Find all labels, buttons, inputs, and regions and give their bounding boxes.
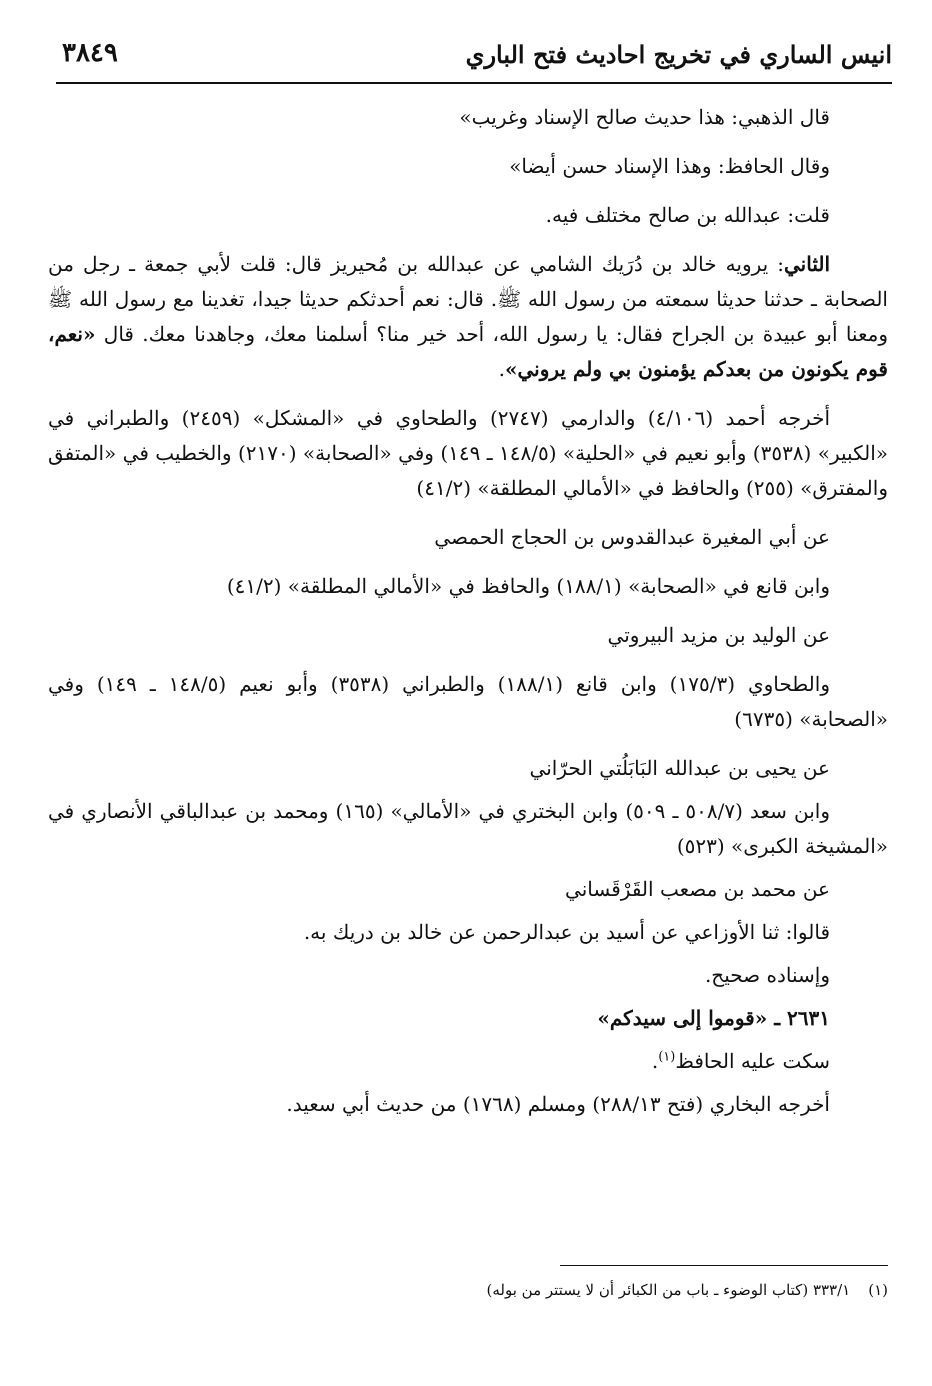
paragraph-chain-3: عن يحيى بن عبدالله البَابَلُتي الحرّاني [529, 756, 830, 780]
body-text [48, 100, 888, 1136]
second-narration-text: : يرويه خالد بن دُرَيك الشامي عن عبدالله بن مُحيريز قال: قلت لأبي جمعة ـ رجل من الصحابة ـ حدثنا حديثا سمعته من رسول الله ﷺ. قال: نعم أحدثكم حديثا جيدا، تغدينا مع رسول الله ﷺ ومعنا أبو عبيدة بن الجراح فقال: يا رسول الله، أحد خير منا؟ أسلمنا معك، وجاهدنا معك. قال [48, 252, 888, 346]
second-narration-end: . [498, 357, 505, 381]
footnote-reference: (١) [658, 1049, 676, 1065]
paragraph-dhahabi: قال الذهبي: هذا حديث صالح الإسناد وغريب» [459, 105, 830, 129]
footnote [48, 1278, 888, 1302]
paragraph-chain-2: عن الوليد بن مزيد البيروتي [607, 623, 830, 647]
paragraph-qalu: قالوا: ثنا الأوزاعي عن أسيد بن عبدالرحمن عن خالد بن دريك به. [303, 920, 830, 944]
paragraph-takhrij-1: أخرجه أحمد (٤/١٠٦) والدارمي (٢٧٤٧) والطحاوي في «المشكل» (٢٤٥٩) والطبراني في «الكبير» (٣٥٣٨) وأبو نعيم في «الحلية» (١٤٨/٥ ـ ١٤٩) وفي «الصحابة» (٢١٧٠) والخطيب في «المتفق والمفترق» (٢٥٥) والحافظ في «الأمالي المطلقة» (٤١/٢) [48, 406, 889, 500]
paragraph-chain-4: عن محمد بن مصعب القَرْقَساني [565, 877, 830, 901]
footnote-mark: (١) [868, 1281, 888, 1299]
paragraph-sakata [48, 1044, 888, 1079]
footnote-divider [560, 1265, 888, 1266]
footnote-text: ٣٣٣/١ (كتاب الوضوء ـ باب من الكبائر أن لا يستتر من بوله) [486, 1281, 851, 1299]
running-title: انيس الساري في تخريج احاديث فتح الباري [465, 40, 892, 69]
page-number: ٣٨٤٩ [62, 38, 118, 68]
paragraph-qultu: قلت: عبدالله بن صالح مختلف فيه. [545, 203, 830, 227]
second-label: الثاني [783, 252, 830, 276]
paragraph-takhrij-3: والطحاوي (١٧٥/٣) وابن قانع (١٨٨/١) والطبراني (٣٥٣٨) وأبو نعيم (١٤٨/٥ ـ ١٤٩) وفي «الصحابة» (٦٧٣٥) [48, 672, 888, 731]
hadith-heading: ٢٦٣١ ـ «قوموا إلى سيدكم» [597, 1006, 830, 1030]
sakata-text: سكت عليه الحافظ [675, 1049, 830, 1073]
paragraph-isnad: وإسناده صحيح. [704, 963, 830, 987]
paragraph-chain-1: عن أبي المغيرة عبدالقدوس بن الحجاج الحمصي [434, 525, 830, 549]
hadith-quote: «نعم، قوم يكونون من بعدكم يؤمنون بي ولم يروني» [48, 322, 888, 381]
paragraph-hafiz: وقال الحافظ: وهذا الإسناد حسن أيضا» [509, 154, 830, 178]
paragraph-bukhari: أخرجه البخاري (فتح ٢٨٨/١٣) ومسلم (١٧٦٨) من حديث أبي سعيد. [286, 1092, 830, 1116]
page-header [56, 36, 892, 84]
paragraph-takhrij-4: وابن سعد (٥٠٨/٧ ـ ٥٠٩) وابن البختري في «الأمالي» (١٦٥) ومحمد بن عبدالباقي الأنصاري في «المشيخة الكبرى» (٥٢٣) [48, 799, 888, 858]
sakata-end: . [651, 1049, 659, 1073]
paragraph-second-narration [48, 247, 888, 387]
paragraph-takhrij-2: وابن قانع في «الصحابة» (١٨٨/١) والحافظ في «الأمالي المطلقة» (٤١/٢) [226, 574, 830, 598]
